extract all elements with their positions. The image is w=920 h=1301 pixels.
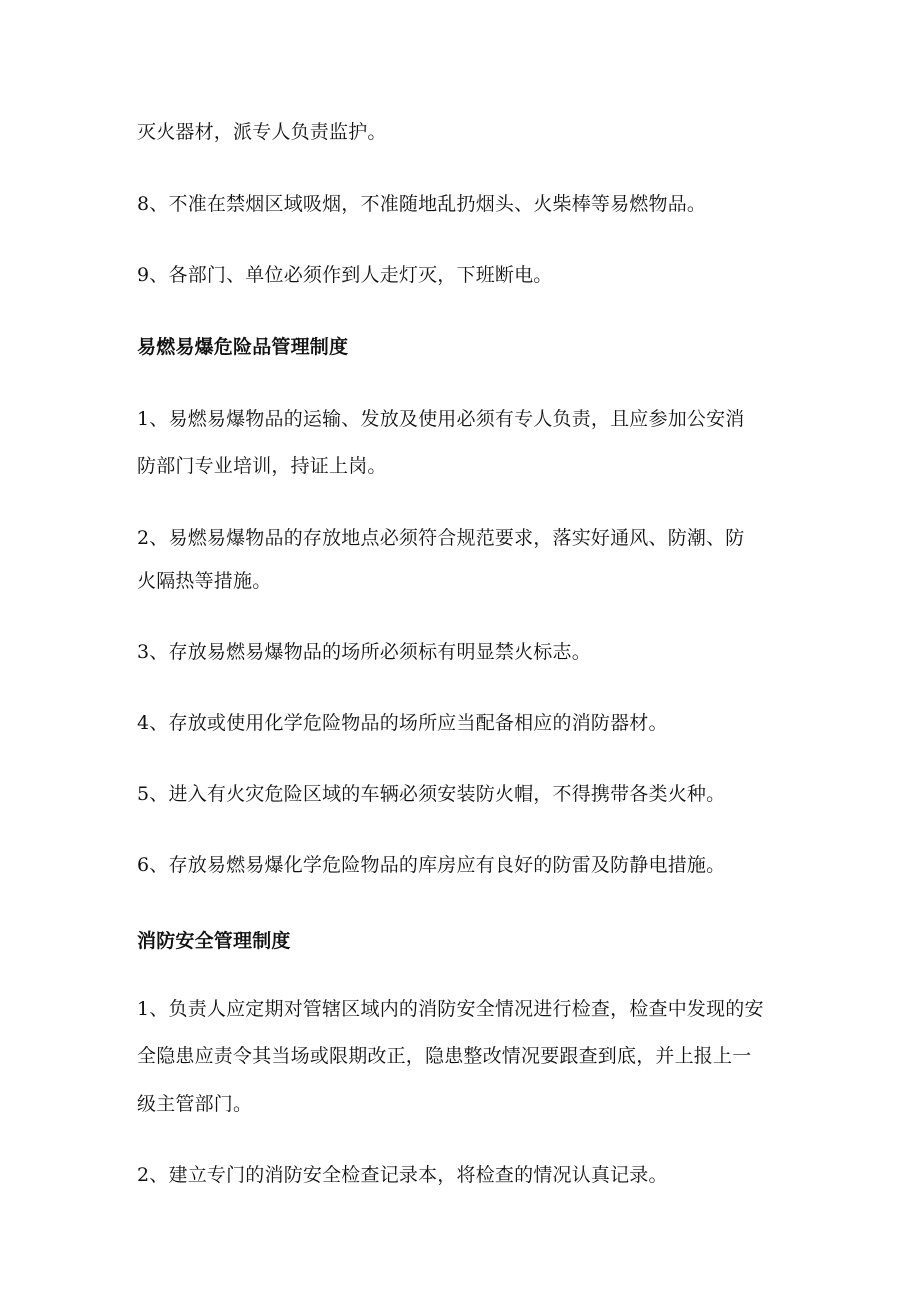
text-line: 火隔热等措施。	[137, 570, 272, 592]
text-line: 4、存放或使用化学危险物品的场所应当配备相应的消防器材。	[137, 712, 668, 734]
text-line: 2、建立专门的消防安全检查记录本，将检查的情况认真记录。	[137, 1164, 668, 1186]
text-line: 级主管部门。	[137, 1093, 253, 1115]
text-line: 1、负责人应定期对管辖区域内的消防安全情况进行检查，检查中发现的安	[137, 998, 764, 1020]
text-line: 3、存放易燃易爆物品的场所必须标有明显禁火标志。	[137, 641, 591, 663]
text-line: 防部门专业培训，持证上岗。	[137, 455, 387, 477]
text-line: 8、不准在禁烟区域吸烟，不准随地乱扔烟头、火柴棒等易燃物品。	[137, 193, 707, 215]
text-line: 灭火器材，派专人负责监护。	[137, 121, 387, 143]
text-line: 5、进入有火灾危险区域的车辆必须安装防火帽，不得携带各类火种。	[137, 783, 726, 805]
text-line: 全隐患应责令其当场或限期改正，隐患整改情况要跟查到底，并上报上一	[137, 1045, 752, 1067]
text-line: 1、易燃易爆物品的运输、发放及使用必须有专人负责，且应参加公安消	[137, 408, 745, 430]
text-line: 2、易燃易爆物品的存放地点必须符合规范要求，落实好通风、防潮、防	[137, 527, 745, 549]
section-heading: 易燃易爆危险品管理制度	[137, 336, 349, 358]
text-line: 6、存放易燃易爆化学危险物品的库房应有良好的防雷及防静电措施。	[137, 854, 726, 876]
text-line: 9、各部门、单位必须作到人走灯灭，下班断电。	[137, 264, 553, 286]
section-heading: 消防安全管理制度	[137, 930, 291, 952]
